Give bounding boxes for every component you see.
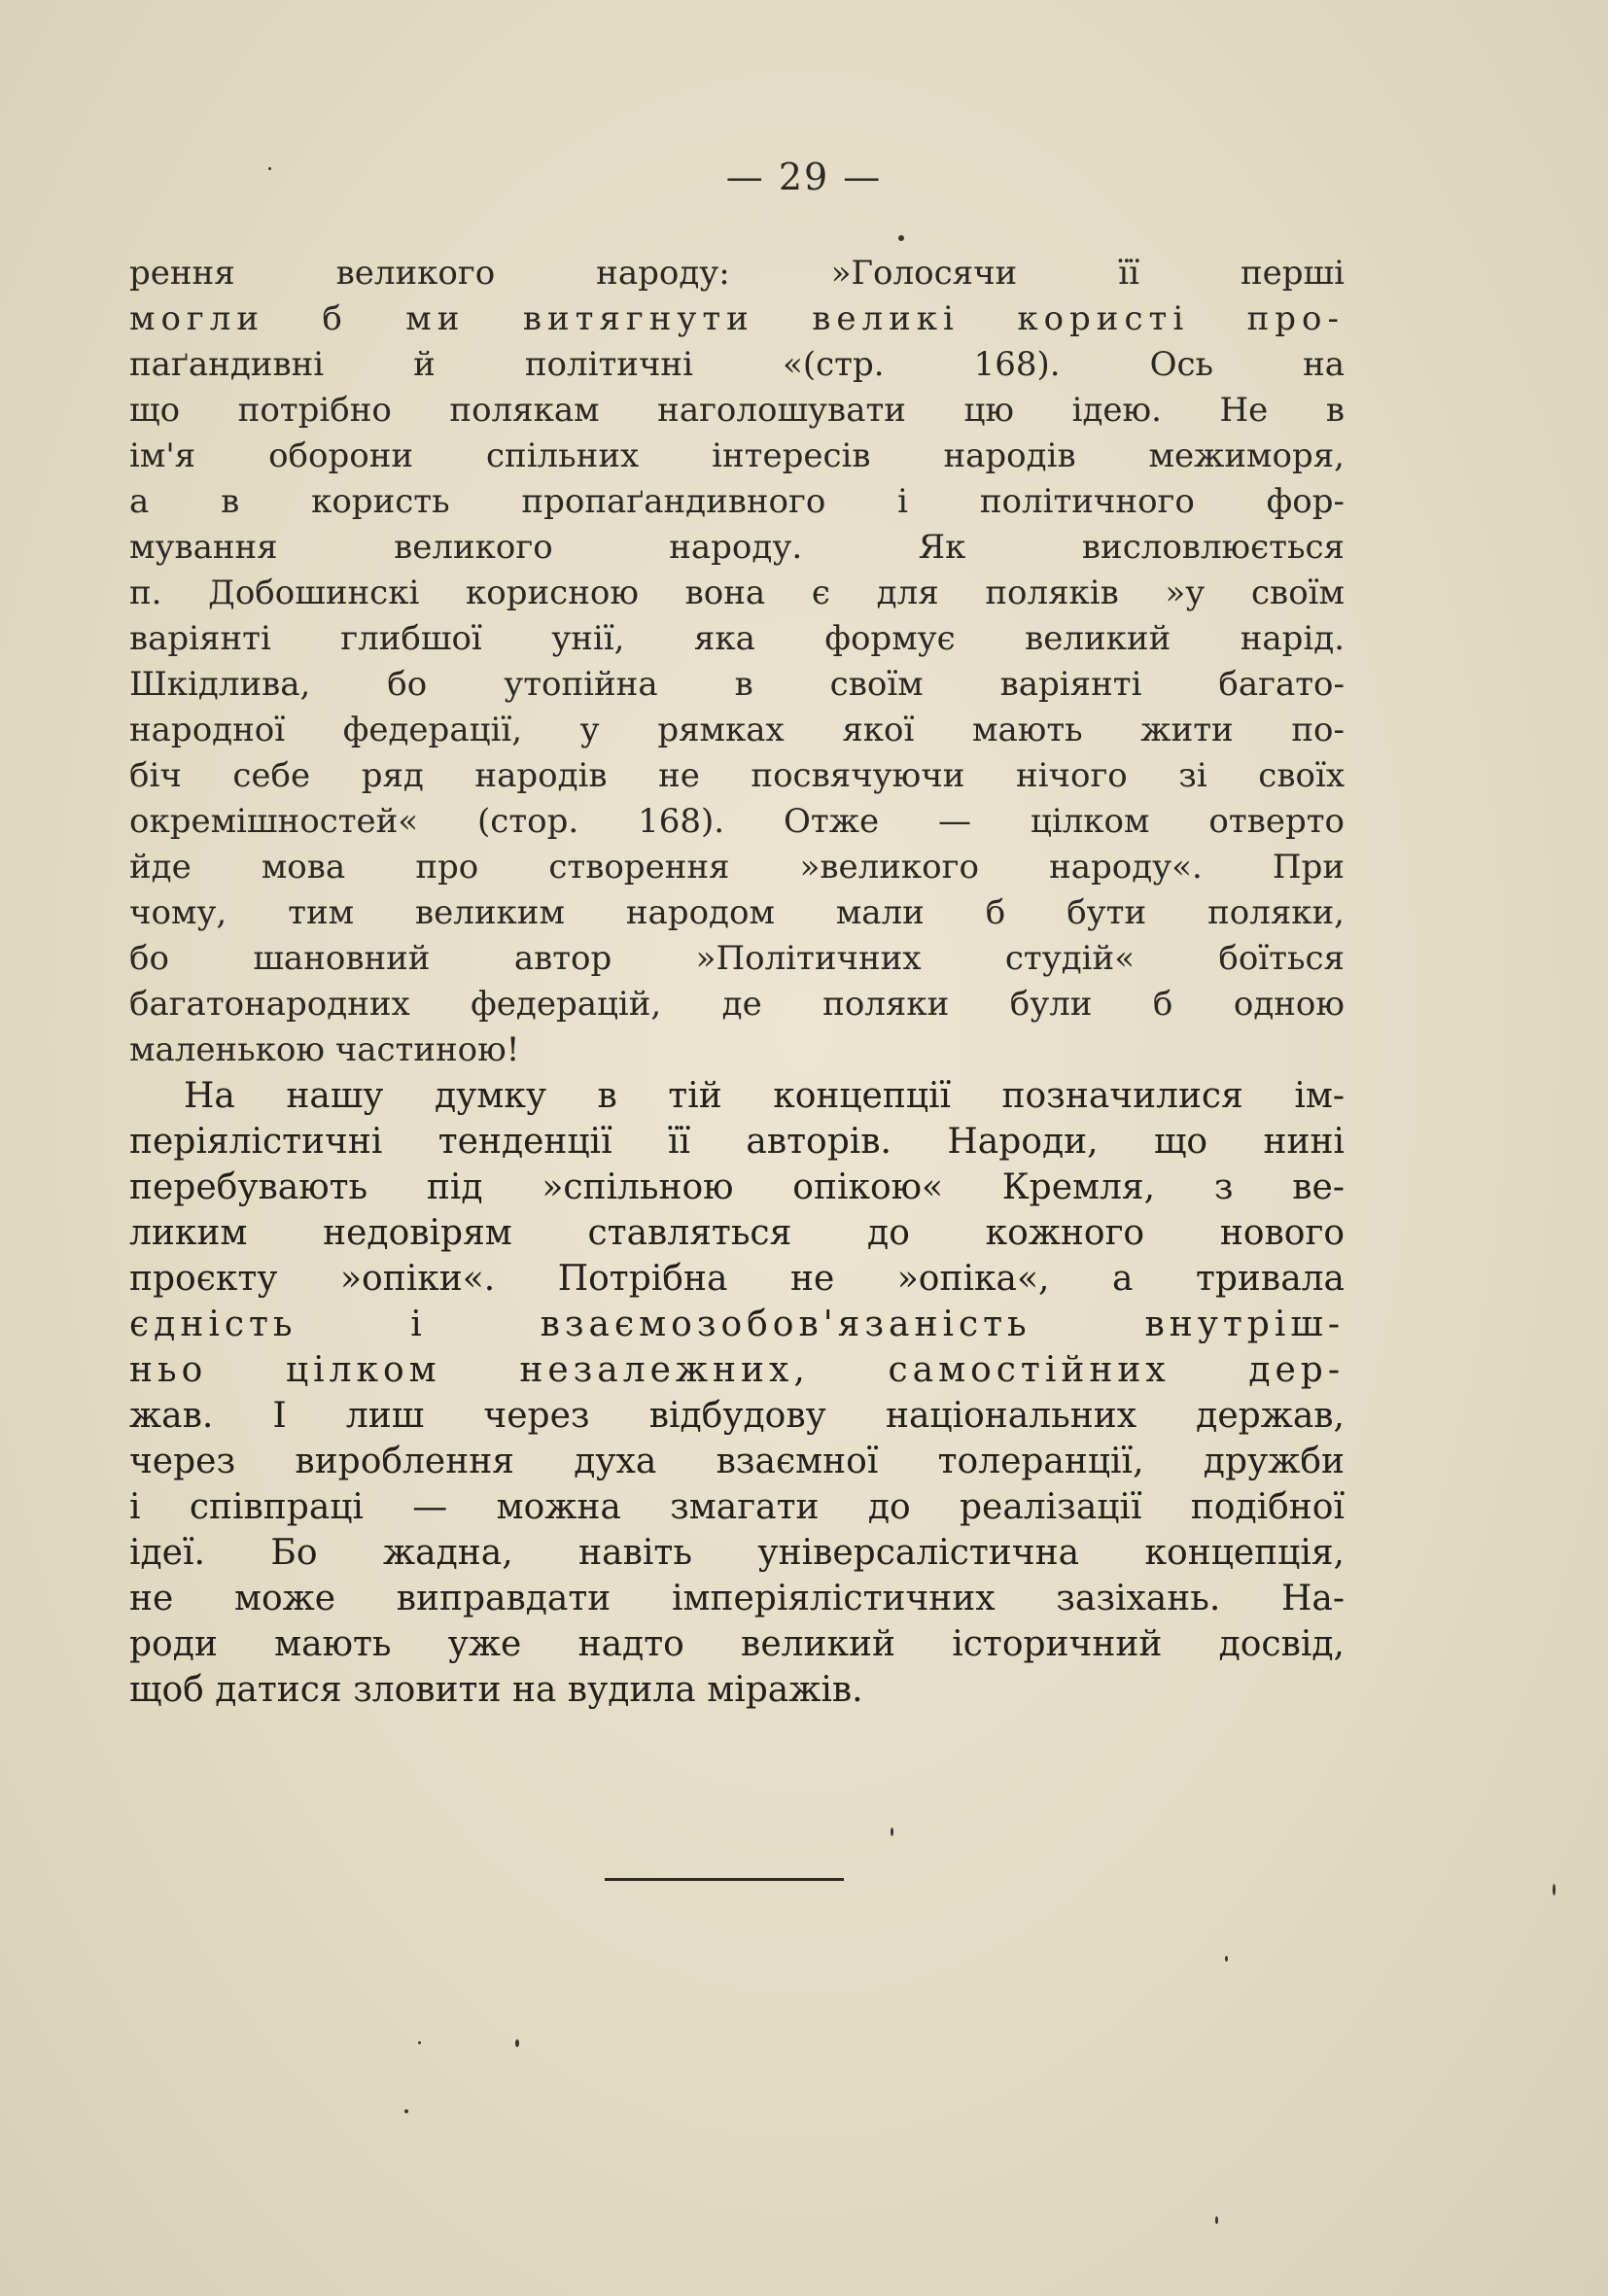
text-line: могли б ми витягнути великі користі про- [129, 299, 1345, 338]
text-line: через вироблення духа взаємної толеранції, дружби [129, 1442, 1345, 1481]
text-line: ликим недовірям ставляться до кожного нового [129, 1213, 1345, 1253]
scan-speck [404, 2109, 408, 2113]
scan-speck [515, 2039, 519, 2047]
scan-speck [418, 2041, 421, 2044]
text-line: народної федерації, у рямках якої мають жити по- [129, 711, 1345, 749]
section-divider [605, 1878, 844, 1881]
text-line: ньо цілком незалежних, самостійних дер- [129, 1350, 1345, 1390]
text-line: рення великого народу: »Голосячи її перші [129, 254, 1345, 293]
text-line: що потрібно полякам наголошувати цю ідею. Не в [129, 391, 1345, 430]
scan-speck [1225, 1956, 1228, 1962]
text-line: окремішностей« (стор. 168). Отже — цілком отверто [129, 802, 1345, 841]
text-line: а в користь пропаґандивного і політичного фор- [129, 482, 1345, 521]
scan-speck [1215, 2216, 1218, 2224]
scan-speck [898, 235, 904, 241]
text-line: маленькою частиною! [129, 1030, 520, 1069]
page-body [129, 251, 1345, 1713]
scan-speck [891, 1827, 893, 1836]
text-line: чому, тим великим народом мали б бути поляки, [129, 893, 1345, 932]
text-line: На нашу думку в тій концепції позначилися ім- [184, 1076, 1345, 1116]
paragraph-1 [129, 251, 1345, 1073]
text-line: єдність і взаємозобов'язаність внутріш- [129, 1305, 1345, 1344]
text-line: йде мова про створення »великого народу«. При [129, 848, 1345, 887]
scan-speck [268, 167, 271, 170]
page-number: — 29 — [725, 156, 883, 198]
text-line: ім'я оборони спільних інтересів народів межиморя, [129, 436, 1345, 475]
text-line: роди мають уже надто великий історичний досвід, [129, 1624, 1345, 1664]
text-line: перебувають під »спільною опікою« Кремля, з ве- [129, 1167, 1345, 1207]
text-line: ідеї. Бо жадна, навіть універсалістична концепція, [129, 1533, 1345, 1573]
text-line: багатонародних федерацій, де поляки були б одною [129, 985, 1345, 1024]
text-line: не може виправдати імперіялістичних зазіхань. На- [129, 1579, 1345, 1618]
text-line: періялістичні тенденції її авторів. Народи, що нині [129, 1122, 1345, 1162]
text-line: паґандивні й політичні «(стр. 168). Ось на [129, 345, 1345, 384]
paragraph-2 [129, 1073, 1345, 1713]
text-line: біч себе ряд народів не посвячуючи нічого зі своїх [129, 756, 1345, 795]
text-line: щоб датися зловити на вудила міражів. [129, 1670, 863, 1710]
text-line: варіянті глибшої унії, яка формує великий нарід. [129, 619, 1345, 658]
text-line: бо шановний автор »Політичних студій« боїться [129, 939, 1345, 978]
text-line: Шкідлива, бо утопійна в своїм варіянті багато- [129, 665, 1345, 704]
text-line: проєкту »опіки«. Потрібна не »опіка«, а тривала [129, 1259, 1345, 1299]
text-line: жав. І лиш через відбудову національних держав, [129, 1396, 1345, 1436]
scan-speck [1553, 1884, 1556, 1896]
text-line: і співпраці — можна змагати до реалізації подібної [129, 1487, 1345, 1527]
text-line: п. Добошинскі корисною вона є для поляків »у своїм [129, 574, 1345, 612]
text-line: мування великого народу. Як висловлюється [129, 528, 1345, 567]
